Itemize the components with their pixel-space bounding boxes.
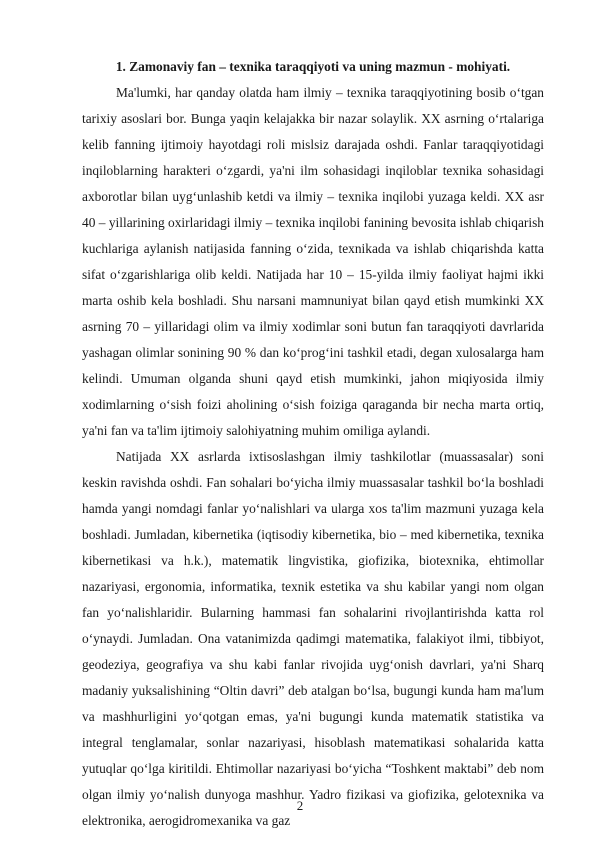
page-number: 2	[296, 798, 304, 813]
body-paragraph: Ma'lumki, har qanday olatda ham ilmiy – texnika taraqqiyotining bosib o‘tgan tarixiy asoslari bor. Bunga yaqin kelajakka bir nazar solaylik. XX asrning o‘rtalariga kelib fanning ijtimoiy hayotdagi roli mislsiz darajada oshdi. Fanlar taraqqiyotidagi inqiloblarning harakteri o‘zgardi, ya'ni ilm sohasidagi inqiloblar texnika sohasidagi axborotlar bilan uyg‘unlashib ketdi va ilmiy – texnika inqilobi yuzaga keldi. XX asr 40 – yillarining oxirlaridagi ilmiy – texnika inqilobi fanining bevosita ishlab chiqarish kuchlariga aylanish natijasida fanning o‘zida, texnikada va ishlab chiqarishda katta sifat o‘zgarishlariga olib keldi. Natijada har 10 – 15-yilda ilmiy faoliyat hajmi ikki marta oshib kela boshladi. Shu narsani mamnuniyat bilan qayd etish mumkinki XX asrning 70 – yillaridagi olim va ilmiy xodimlar soni butun fan taraqqiyoti davrlarida yashagan olimlar sonining 90 % dan ko‘prog‘ini tashkil etadi, degan xulosalarga ham kelindi. Umuman olganda shuni qayd etish mumkinki, jahon miqiyosida ilmiy xodimlarning o‘sish foizi aholining o‘sish foiziga qaraganda bir necha marta ortiq, ya'ni fan va ta'lim ijtimoiy salohiyatning muhim omiliga aylandi.	[82, 85, 544, 438]
body-paragraph: Natijada XX asrlarda ixtisoslashgan ilmiy tashkilotlar (muassasalar) soni keskin ravishda oshdi. Fan sohalari bo‘yicha ilmiy muassasalar tashkil bo‘la boshladi hamda yangi nomdagi fanlar yo‘nalishlari va ularga xos ta'lim mazmuni yuzaga kela boshladi. Jumladan, kibernetika (iqtisodiy kibernetika, bio – med kibernetika, texnika kibernetikasi va h.k.), matematik lingvistika, giofizika, biotexnika, ehtimollar nazariyasi, ergonomia, informatika, texnik estetika va shu kabilar yangi nom olgan fan yo‘nalishlaridir. Bularning hammasi fan sohalarini rivojlantirishda katta rol o‘ynaydi. Jumladan. Ona vatanimizda qadimgi matematika, falakiyot ilmi, tibbiyot, geodeziya, geografiya va shu kabi fanlar rivojida uyg‘onish davrlari, ya'ni Sharq madaniy yuksalishining “Oltin davri” deb atalgan bo‘lsa, bugungi kunda ham ma'lum va mashhurligini yo‘qotgan emas, ya'ni bugungi kunda matematik statistika va integral tenglamalar, sonlar nazariyasi, hisoblash matematikasi sohalarida katta yutuqlar qo‘lga kiritildi. Ehtimollar nazariyasi bo‘yicha “Toshkent maktabi” deb nom olgan ilmiy yo‘nalish dunyoga mashhur. Yadro fizikasi va giofizika, gelotexnika va elektronika, aerogidromexanika va gaz	[82, 449, 544, 828]
section-heading: 1. Zamonaviy fan – texnika taraqqiyoti va uning mazmun - mohiyati.	[115, 59, 511, 74]
document-body	[82, 54, 544, 834]
